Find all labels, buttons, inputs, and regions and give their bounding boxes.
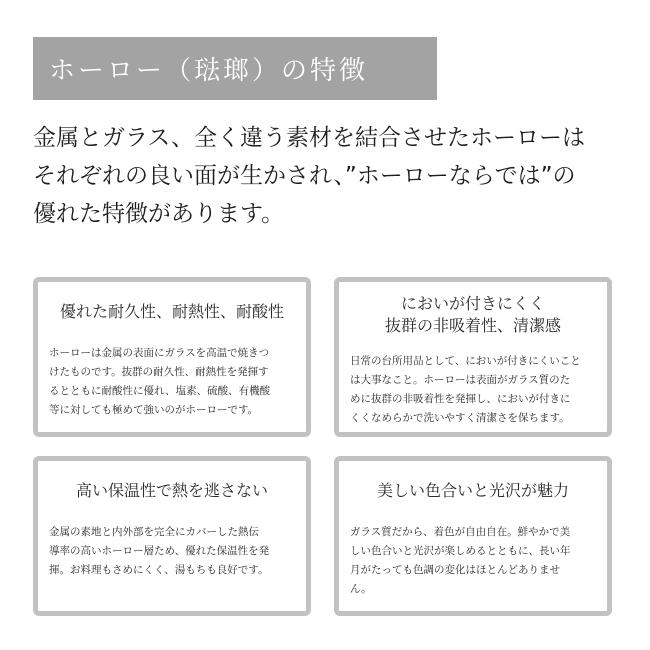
- card-title: [38, 480, 306, 502]
- intro-text: [33, 119, 633, 233]
- card-title: [339, 293, 607, 337]
- card-body-line: 日常の台所用品として、においが付きにくいこと: [350, 355, 581, 367]
- card-body-line: ん。: [350, 583, 372, 595]
- card-body: [350, 523, 596, 599]
- card-title-line: 美しい色合いと光沢が魅力: [376, 481, 569, 500]
- card-body-line: 金属の素地と内外部を完全にカバーした熱伝: [49, 526, 259, 538]
- card-body-line: ガラス質だから、着色が自由自在。鮮やかで美: [350, 526, 571, 538]
- intro-line: 金属とガラス、全く違う素材を結合させたホーローは: [33, 125, 585, 151]
- feature-card-color-gloss: [334, 456, 612, 616]
- card-body-line: くくなめらかで洗いやすく清潔さを保ちます。: [350, 412, 570, 424]
- intro-line: 優れた特徴があります。: [33, 201, 285, 227]
- card-body-line: るとともに耐酸性に優れ、塩素、硫酸、有機酸: [49, 385, 271, 397]
- card-body-line: は大事なこと。ホーローは表面がガラス質のた: [350, 374, 571, 386]
- card-title-line: 抜群の非吸着性、清潔感: [384, 316, 561, 335]
- card-body: [49, 523, 295, 580]
- card-title: [38, 301, 306, 323]
- card-body-line: 月がたっても色調の変化はほとんどありませ: [350, 564, 560, 576]
- card-title-line: においが付きにくく: [400, 294, 545, 313]
- card-title-line: 高い保温性で熱を逃さない: [75, 481, 268, 500]
- card-body-line: 揮。お料理もさめにくく、湯もちも良好です。: [49, 564, 269, 576]
- card-body-line: しい色合いと光沢が楽しめるとともに、長い年: [350, 545, 571, 557]
- intro-line: それぞれの良い面が生かされ、”ホーローならでは”の: [33, 163, 576, 189]
- page-title: ホーロー（琺瑯）の特徴: [33, 37, 437, 100]
- card-body-line: ホーローは金属の表面にガラスを高温で焼きつ: [49, 347, 270, 359]
- card-body-line: 等に対しても極めて強いのがホーローです。: [49, 404, 259, 416]
- card-title-line: 優れた耐久性、耐熱性、耐酸性: [59, 302, 284, 321]
- feature-card-non-absorbent: [334, 277, 612, 437]
- feature-card-durability: [33, 277, 311, 437]
- card-title: [339, 480, 607, 502]
- feature-card-heat-retention: [33, 456, 311, 616]
- card-body: [350, 352, 596, 428]
- card-body-line: めに抜群の非吸着性を発揮し、においが付きに: [350, 393, 571, 405]
- card-body: [49, 344, 295, 420]
- card-body-line: 導率の高いホーロー層ため、優れた保温性を発: [49, 545, 270, 557]
- card-body-line: けたものです。抜群の耐久性、耐熱性を発揮す: [49, 366, 269, 378]
